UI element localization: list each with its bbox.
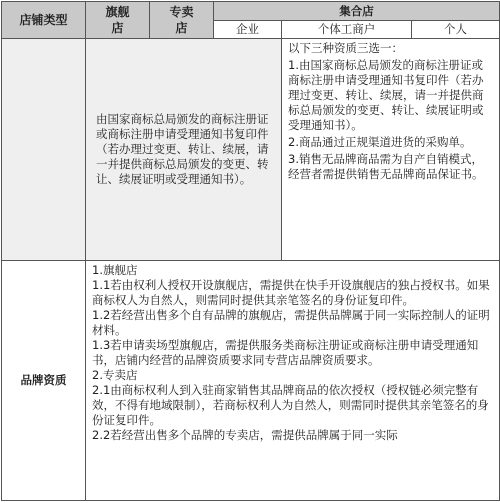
header-group-store: 集合店 — [214, 2, 500, 21]
row2-item: 1.2若经营出售多个自有品牌的旗舰店，需提供品牌属于同一实际控制人的证明材料。 — [92, 308, 490, 337]
row1-label-cell — [2, 39, 86, 261]
row1-right-item: 以下三种资质三选一： — [288, 41, 403, 55]
row1-right-item: 3.销售无品牌商品需为自产自销模式，经营者需提供销售无品牌商品保证书。 — [288, 152, 484, 181]
header-flagship: 旗舰 店 — [86, 2, 150, 39]
row2-label-brand-qualification: 品牌资质 — [2, 261, 86, 501]
header-specialty: 专卖 店 — [150, 2, 214, 39]
row1-group-requirement — [282, 39, 500, 261]
row1-right-item: 1.由国家商标总局颁发的商标注册证或商标注册申请受理通知书复印件（若办理过变更、转让、续展，请一并提供商标总局颁发的变更、转让、续展证明或受理通知书）。 — [288, 58, 484, 132]
row1-left-text: 由国家商标总局颁发的商标注册证或商标注册申请受理通知书复印件（若办理过变更、转让、续展，请一并提供商标总局颁发的变更、转让、续展证明或受理通知书）。 — [96, 112, 269, 186]
header-store-type: 店铺类型 — [2, 2, 86, 39]
row1-right-item: 2.商品通过正规渠道进货的采购单。 — [288, 135, 472, 149]
row1-flagship-specialty-requirement — [86, 39, 282, 261]
row2-item: 1.3若申请卖场型旗舰店，需提供服务类商标注册证或商标注册申请受理通知书，店铺内经营的品牌资质要求同专营店品牌资质要求。 — [92, 338, 479, 367]
header-sub-person: 个人 — [412, 21, 500, 39]
row2-item: 2.1由商标权利人到入驻商家销售其品牌商品的依次授权（授权链必须完整有效，不得有地域限制），若商标权利人为自然人，则需同时提供其亲笔签名的身份证复印件。 — [92, 383, 489, 427]
brand-qualification-table — [1, 1, 500, 501]
row2-item: 1.1若由权利人授权开设旗舰店，需提供在快手开设旗舰店的独占授权书。如果商标权人为自然人，则需同时提供其亲笔签名的身份证复印件。 — [92, 278, 490, 307]
header-sub-individual-business: 个体工商户 — [282, 21, 412, 39]
row2-item: 2.2若经营出售多个品牌的专卖店，需提供品牌属于同一实际 — [92, 428, 398, 442]
row2-item: 1.旗舰店 — [92, 263, 138, 277]
row2-brand-qualification-detail — [86, 261, 500, 501]
row2-item: 2.专卖店 — [92, 368, 138, 382]
header-sub-company: 企业 — [214, 21, 282, 39]
